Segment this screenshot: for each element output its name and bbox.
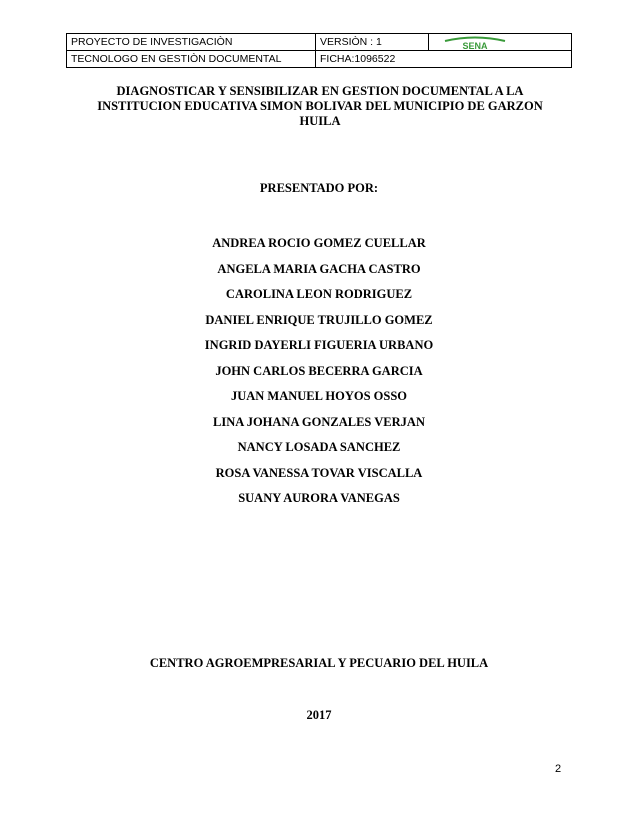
author-item: ANGELA MARIA GACHA CASTRO	[217, 261, 421, 276]
author-item: SUANY AURORA VANEGAS	[238, 491, 400, 505]
author-item: CAROLINA LEON RODRIGUEZ	[225, 287, 413, 301]
document-header-table	[66, 33, 572, 68]
program-cell: TECNOLOGO EN GESTIÒN DOCUMENTAL	[67, 51, 316, 68]
author-item: INGRID DAYERLI FIGUERIA URBANO	[204, 338, 434, 352]
author-item: JOHN CARLOS BECERRA GARCIA	[215, 363, 423, 378]
author-item: DANIEL ENRIQUE TRUJILLO GOMEZ	[205, 312, 433, 327]
ficha-cell: FICHA:1096522	[316, 51, 572, 68]
author-item: NANCY LOSADA SANCHEZ	[237, 440, 401, 454]
document-year: 2017	[306, 708, 332, 722]
author-item: JUAN MANUEL HOYOS OSSO	[230, 389, 408, 403]
author-item: ROSA VANESSA TOVAR VISCALLA	[215, 465, 423, 480]
logo-cell	[429, 34, 572, 51]
sena-logo	[443, 36, 507, 50]
author-item: LINA JOHANA GONZALES VERJAN	[213, 414, 425, 429]
logo-text: SENA	[462, 41, 488, 50]
author-item: ANDREA ROCIO GOMEZ CUELLAR	[212, 236, 426, 250]
document-title: DIAGNOSTICAR Y SENSIBILIZAR EN GESTION DOCUMENTAL A LA INSTITUCION EDUCATIVA SIMON BOLIVAR DEL MUNICIPIO DE GARZON HUILA	[97, 84, 543, 128]
version-cell: VERSIÒN : 1	[316, 34, 429, 51]
page-number: 2	[555, 763, 562, 775]
presented-by-heading: PRESENTADO POR:	[259, 181, 379, 195]
institution-name: CENTRO AGROEMPRESARIAL Y PECUARIO DEL HUILA	[149, 656, 489, 670]
project-cell: PROYECTO DE INVESTIGACIÒN	[67, 34, 316, 51]
authors-list	[0, 236, 638, 517]
